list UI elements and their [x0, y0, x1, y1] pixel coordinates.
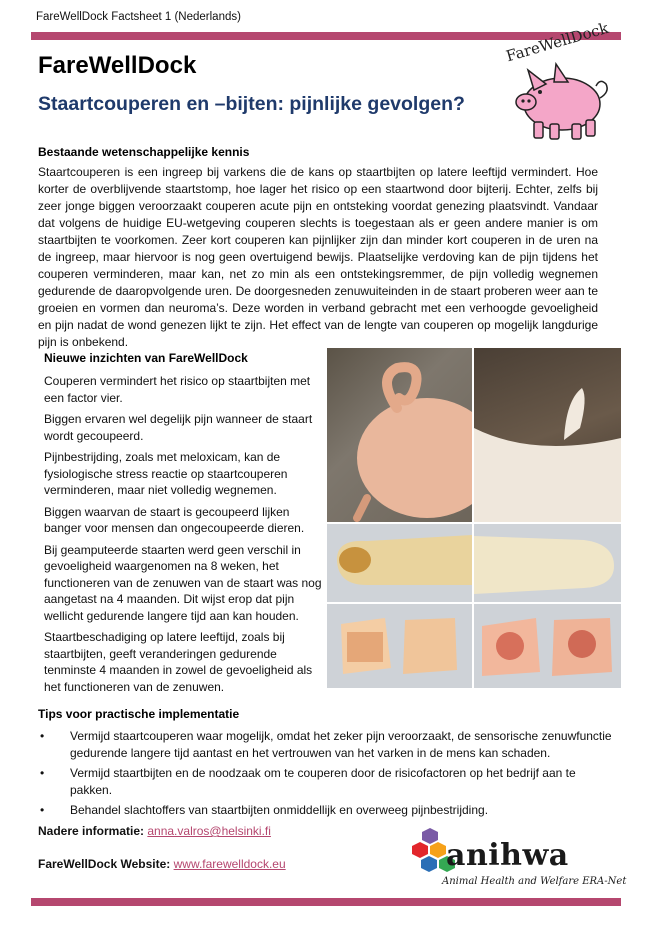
website-link[interactable]: www.farewelldock.eu [173, 857, 286, 871]
section-heading-tips: Tips voor practische implementatie [38, 707, 240, 721]
contact-label: Nadere informatie: [38, 824, 148, 838]
tip-text: Vermijd staartbijten en de noodzaak om te couperen door de risicofactoren op het bedrijf aan te pakken. [70, 766, 576, 797]
anihwa-wordmark: anihwa [446, 838, 569, 873]
insight-paragraph: Bij geamputeerde staarten werd geen verschil in gevoeligheid waargenomen na 8 weken, het functioneren van de zenuwen van de staart was nog aangetast na 4 maanden. Dit wijst erop dat pijn wellicht gedurende langere tijd aan kan houden. [44, 542, 322, 623]
insight-paragraph: Pijnbestrijding, zoals met meloxicam, kan de fysiologische stress reactie op staartcouperen verminderen, maar niet volledig wegnemen. [44, 450, 288, 497]
bullet-icon: • [40, 803, 45, 817]
page-title: FareWellDock [38, 52, 197, 79]
photo-tail-section-2 [474, 604, 621, 688]
factsheet-label: FareWellDock Factsheet 1 (Nederlands) [36, 11, 241, 23]
list-item [38, 802, 618, 819]
list-item [38, 728, 618, 762]
photo-curly-tail [327, 348, 472, 522]
photo-tail-section-1 [327, 604, 472, 688]
website-info [38, 857, 286, 871]
photo-amputated-tail-1 [327, 524, 472, 602]
insight-paragraph: Biggen waarvan de staart is gecoupeerd lijken banger voor mensen dan ongecoupeerde dieren. [44, 504, 305, 535]
section-body-knowledge: Staartcouperen is een ingreep bij varkens die de kans op staartbijten op latere leeftijd vermindert. Hoe korter de overblijvende staartstomp, hoe lager het risico op een staartwond door bijterij. Echter, zelfs bij zeer jonge biggen veroorzaakt couperen acute pijn en ontsteking voordat genezing plaatsvindt. Vandaar dat volgens de huidige EU-wetgeving couperen slechts is toegestaan als er geen andere manier is om staartbijten te voorkomen. Zeer kort couperen kan pijnlijker zijn dan minder kort couperen in de uren na de ingreep, maar hiervoor is nog geen overtuigend bewijs. Plaatselijke verdoving kan de pijn tijdens het couperen verminderen, maar kan, net zo min als een ontstekingsremmer, de pijn volledig wegnemen gedurende de daaropvolgende uren. De doorgesneden zenuwuiteinden in de staart proberen weer aan te groeien en vormen dan neuroma’s. Deze worden in verband gebracht met een verhoogde gevoeligheid en pijn nadat de wond genezen lijkt te zijn. Het effect van de lengte van couperen op mogelijk langdurige pijn is onbekend. [38, 165, 598, 349]
insight-paragraph: Couperen vermindert het risico op staartbijten met een factor vier. [44, 374, 311, 405]
photo-docked-tail [474, 348, 621, 522]
bullet-icon: • [40, 766, 45, 780]
contact-email-link[interactable]: anna.valros@helsinki.fi [147, 824, 271, 838]
tips-list [38, 728, 618, 822]
logo-wordmark: FareWellDock [504, 18, 611, 66]
insight-paragraph: Staartbeschadiging op latere leeftijd, zoals bij staartbijten, geeft veranderingen gedurende tenminste 4 maanden in zowel de gevoeligheid als het functioneren van de zenuwen. [44, 630, 313, 694]
section-heading-insights: Nieuwe inzichten van FareWellDock [44, 351, 248, 365]
bullet-icon: • [40, 729, 45, 743]
insight-paragraph: Biggen ervaren wel degelijk pijn wanneer de staart wordt gecoupeerd. [44, 412, 313, 443]
section-heading-knowledge: Bestaande wetenschappelijke kennis [38, 145, 250, 159]
tail-photo-grid [327, 348, 621, 688]
tip-text: Vermijd staartcouperen waar mogelijk, omdat het zeker pijn veroorzaakt, de sensorische zenuwfunctie gedurende langere tijd aantast en het vertrouwen van het varken in de mens kan schaden. [70, 729, 612, 760]
list-item [38, 765, 618, 799]
anihwa-tagline: Animal Health and Welfare ERA-Net [442, 876, 627, 887]
page-subtitle: Staartcouperen en –bijten: pijnlijke gevolgen? [38, 93, 465, 115]
photo-amputated-tail-2 [474, 524, 621, 602]
bottom-divider [31, 898, 621, 906]
contact-info [38, 824, 271, 838]
insights-list [44, 373, 324, 700]
website-label: FareWellDock Website: [38, 857, 174, 871]
tip-text: Behandel slachtoffers van staartbijten onmiddellijk en overweeg pijnbestrijding. [70, 803, 489, 817]
